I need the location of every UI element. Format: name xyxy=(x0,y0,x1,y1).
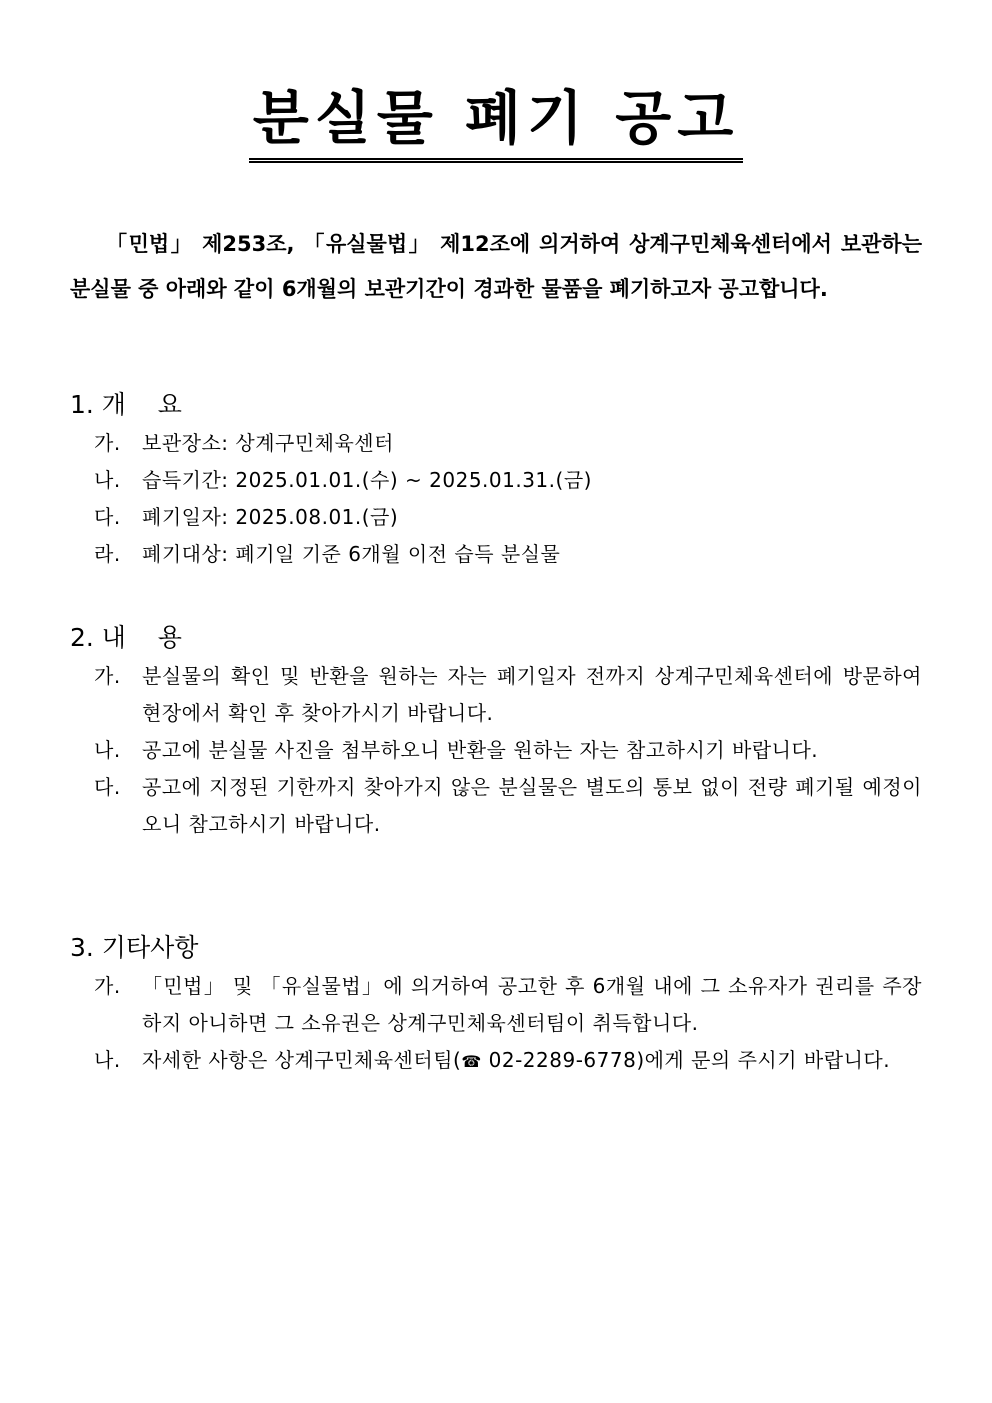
section-content xyxy=(70,618,922,843)
item-mark: 나. xyxy=(94,1048,121,1072)
item-text: 폐기일자: 2025.08.01.(금) xyxy=(142,505,399,529)
list-item xyxy=(70,732,922,769)
item-text-before: 자세한 사항은 상계구민체육센터팀( xyxy=(142,1048,462,1072)
list-item xyxy=(70,968,922,1042)
item-text-after: )에게 문의 주시기 바랍니다. xyxy=(636,1048,891,1072)
list-item xyxy=(70,536,922,573)
item-mark: 가. xyxy=(94,431,121,455)
item-mark: 다. xyxy=(94,775,121,799)
list-item xyxy=(70,658,922,732)
section-other xyxy=(70,928,922,1080)
item-mark: 라. xyxy=(94,542,121,566)
section-heading: 2. 내 용 xyxy=(70,623,182,652)
item-text: 습득기간: 2025.01.01.(수) ~ 2025.01.31.(금) xyxy=(142,468,592,492)
item-mark: 가. xyxy=(94,664,121,688)
item-mark: 나. xyxy=(94,738,121,762)
page-title: 분실물 폐기 공고 xyxy=(249,82,744,163)
list-item xyxy=(70,1042,922,1080)
item-mark: 다. xyxy=(94,505,121,529)
item-mark: 나. xyxy=(94,468,121,492)
title-area xyxy=(0,82,992,163)
item-text: 분실물의 확인 및 반환을 원하는 자는 폐기일자 전까지 상계구민체육센터에 방문하여 현장에서 확인 후 찾아가시기 바랍니다. xyxy=(142,664,922,725)
list-item xyxy=(70,462,922,499)
phone-icon: ☎ xyxy=(461,1052,482,1071)
section-overview xyxy=(70,385,922,573)
list-item xyxy=(70,499,922,536)
item-text: 공고에 지정된 기한까지 찾아가지 않은 분실물은 별도의 통보 없이 전량 폐기될 예정이오니 참고하시기 바랍니다. xyxy=(142,775,922,836)
list-item xyxy=(70,769,922,843)
phone-number: 02-2289-6778 xyxy=(488,1048,637,1072)
list-item xyxy=(70,425,922,462)
item-text: 폐기대상: 폐기일 기준 6개월 이전 습득 분실물 xyxy=(142,542,561,566)
item-text: 보관장소: 상계구민체육센터 xyxy=(142,431,394,455)
section-heading: 3. 기타사항 xyxy=(70,933,199,962)
item-mark: 가. xyxy=(94,974,121,998)
item-text: 「민법」 및 「유실물법」에 의거하여 공고한 후 6개월 내에 그 소유자가 권리를 주장하지 아니하면 그 소유권은 상계구민체육센터팀이 취득합니다. xyxy=(142,974,922,1035)
section-heading: 1. 개 요 xyxy=(70,390,182,419)
intro-paragraph: 「민법」 제253조, 「유실물법」 제12조에 의거하여 상계구민체육센터에서 보관하는 분실물 중 아래와 같이 6개월의 보관기간이 경과한 물품을 폐기하고자 공고합니다. xyxy=(70,232,922,301)
item-text: 공고에 분실물 사진을 첨부하오니 반환을 원하는 자는 참고하시기 바랍니다. xyxy=(142,738,819,762)
